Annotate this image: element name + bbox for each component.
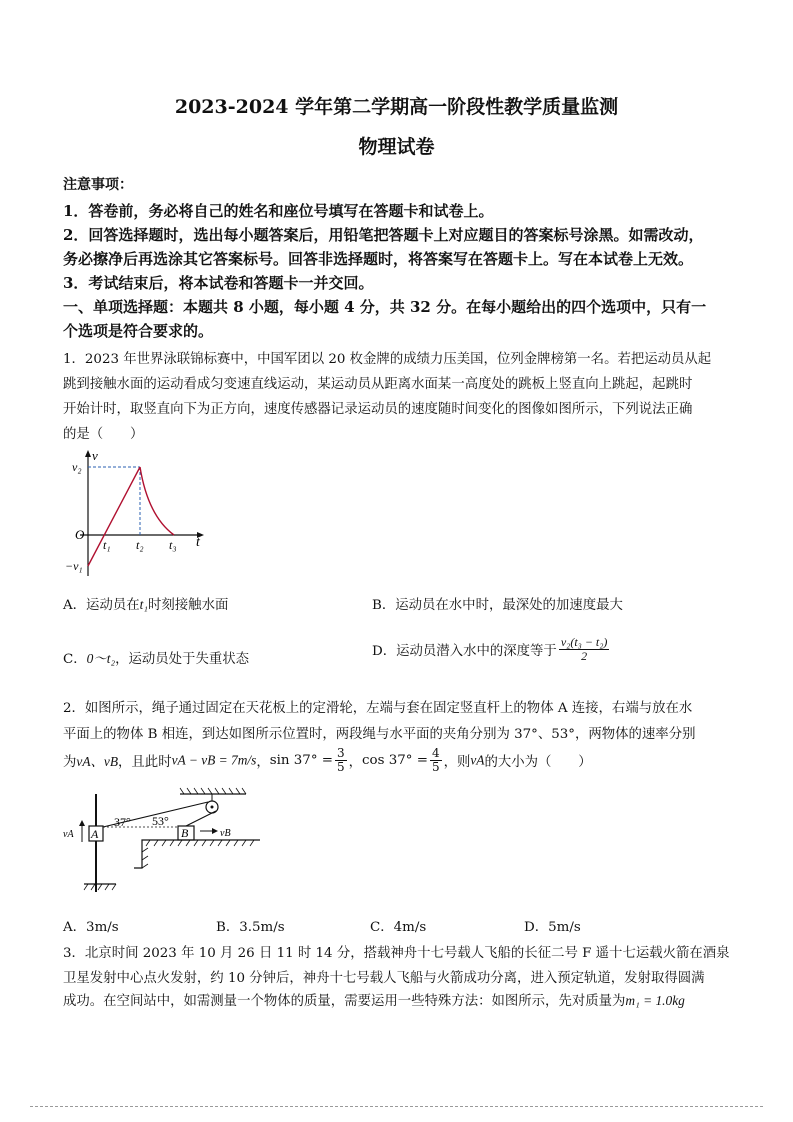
q2-math-va: vA <box>470 752 485 768</box>
graph-label-neg-v1: −v₁ <box>65 559 83 573</box>
graph-label-t: t <box>196 535 200 550</box>
q2-math-cos: cos 37° = <box>362 753 428 768</box>
va-label: vA <box>63 829 74 840</box>
q2-option-a: A．3m/s <box>63 920 119 935</box>
q2-fraction-cos-den: 5 <box>431 760 440 774</box>
step-platform <box>134 840 260 868</box>
q2-text-a: 为 <box>63 755 77 770</box>
notes-item-2-line-2: 务必擦净后再选涂其它答案标号。回答非选择题时，将答案写在答题卡上。写在本试卷上无效。 <box>63 250 694 268</box>
q2-stem-line-3 <box>63 747 592 774</box>
q2-text-c: ， <box>256 755 270 770</box>
q1-option-a-var: t₁ <box>139 597 149 612</box>
vb-label: vB <box>220 828 231 839</box>
graph-label-origin: O <box>75 527 85 542</box>
q2-text-e: ，则 <box>443 755 471 770</box>
q1-option-d <box>372 636 611 663</box>
q1-option-a <box>63 594 228 613</box>
block-b-label: B <box>181 826 189 840</box>
q1-option-d-text: D．运动员潜入水中的深度等于 <box>372 644 557 659</box>
notes-heading: 注意事项： <box>63 177 133 193</box>
q2-math-difference: vA − vB = 7m/s <box>171 752 257 768</box>
q2-option-c: C．4m/s <box>370 920 427 935</box>
q2-text-b: ，且此时 <box>118 755 172 770</box>
step-hatch <box>142 840 254 868</box>
q3-stem-line-3-text: 成功。在空间站中，如需测量一个物体的质量，需要运用一些特殊方法：如图所示，先对质量为 <box>63 994 626 1009</box>
q3-stem-line-3 <box>63 990 685 1009</box>
q2-text-d: ， <box>348 755 363 770</box>
graph-label-t1: t₁ <box>103 538 111 552</box>
graph-label-t2: t₂ <box>136 538 144 552</box>
q2-text-f: 的大小为（ ） <box>484 755 592 770</box>
notes-item-2-line-1: 2．回答选择题时，选出每小题答案后，用铅笔把答题卡上对应题目的答案标号涂黑。如需改动， <box>63 226 704 244</box>
q1-option-d-fraction <box>559 636 610 663</box>
q2-option-d: D．5m/s <box>524 920 581 935</box>
q1-option-c-label: C． <box>63 652 87 667</box>
graph-label-v: v <box>92 448 98 463</box>
q2-fraction-sin <box>335 747 347 774</box>
graph-linear-segment <box>88 467 140 566</box>
q3-stem-line-1: 3．北京时间 2023 年 10 月 26 日 11 时 14 分，搭载神舟十七号载人飞船的长征二号 F 遥十七运载火箭在酒泉 <box>63 946 730 961</box>
q1-stem-line-1: 1．2023 年世界泳联锦标赛中，中国军团以 20 枚金牌的成绩力压美国，位列金牌榜第一名。若把运动员从起 <box>63 352 712 367</box>
page-subtitle: 物理试卷 <box>358 136 435 158</box>
notes-item-1: 1．答卷前，务必将自己的姓名和座位号填写在答题卡和试卷上。 <box>63 202 494 220</box>
ceiling-hatch <box>180 788 246 794</box>
section-heading-line-2: 个选项是符合要求的。 <box>63 322 214 340</box>
q2-fraction-sin-den: 5 <box>337 760 345 774</box>
vb-arrow-head-icon <box>212 828 218 834</box>
angle-37-label: 37° <box>114 815 131 829</box>
graph-v-axis-arrow <box>85 450 91 457</box>
notes-item-3: 3．考试结束后，将本试卷和答题卡一并交回。 <box>63 274 374 292</box>
q2-math-sin: sin 37° = <box>269 753 333 768</box>
q2-stem-line-2: 平面上的物体 B 相连，到达如图所示位置时，两段绳与水平面的夹角分别为 37°、53°，两物体的速率分别 <box>63 727 696 742</box>
pulley-figure <box>60 786 270 898</box>
va-arrow-head-icon <box>79 820 85 826</box>
page-bottom-divider <box>30 1106 763 1107</box>
angle-53-label: 53° <box>152 814 169 828</box>
q2-fraction-cos-num: 4 <box>431 746 440 760</box>
q1-option-d-denominator: 2 <box>581 649 588 663</box>
pulley-axle <box>211 806 214 809</box>
q2-fraction-cos <box>430 747 442 774</box>
q1-stem-line-3: 开始计时，取竖直向下为正方向，速度传感器记录运动员的速度随时间变化的图像如图所示，下列说法正确 <box>63 402 693 417</box>
velocity-time-graph <box>60 448 220 580</box>
q1-option-c <box>63 648 249 667</box>
section-heading-line-1: 一、单项选择题：本题共 8 小题，每小题 4 分，共 32 分。在每小题给出的四个选项中，只有一 <box>63 298 707 316</box>
page-title: 2023-2024 学年第二学期高一阶段性教学质量监测 <box>174 96 619 118</box>
block-a-label: A <box>91 827 99 841</box>
q1-option-a-text-end: 时刻接触水面 <box>148 598 229 613</box>
graph-curve-segment <box>140 467 174 535</box>
graph-label-t3: t₃ <box>169 538 177 552</box>
q1-option-c-math: 0～t₂ <box>86 651 116 666</box>
q1-stem-line-4: 的是（ ） <box>63 427 144 442</box>
q3-mass-math: m₁ = 1.0kg <box>625 993 685 1008</box>
q1-option-d-numerator: v₂(t₃ − t₂) <box>560 635 608 649</box>
q2-fraction-sin-num: 3 <box>337 746 345 760</box>
q1-option-a-text: A．运动员在 <box>63 598 140 613</box>
q1-stem-line-2: 跳到接触水面的运动看成匀变速直线运动，某运动员从距离水面某一高度处的跳板上竖直向上跳起，起跳时 <box>63 377 693 392</box>
q3-stem-line-2: 卫星发射中心点火发射，约 10 分钟后，神舟十七号载人飞船与火箭成功分离，进入预定轨道，发射取得圆满 <box>63 971 705 986</box>
q2-option-b: B．3.5m/s <box>216 920 285 935</box>
q1-option-b: B．运动员在水中时，最深处的加速度最大 <box>372 598 623 613</box>
rope-right <box>186 811 216 826</box>
ground-hatch <box>84 884 116 890</box>
q2-math-speeds: vA、vB <box>76 754 119 769</box>
q1-option-c-text: ，运动员处于失重状态 <box>115 652 250 667</box>
graph-label-v2: v₂ <box>72 460 82 474</box>
q2-stem-line-1: 2．如图所示，绳子通过固定在天花板上的定滑轮，左端与套在固定竖直杆上的物体 A 连接，右端与放在水 <box>63 701 693 716</box>
